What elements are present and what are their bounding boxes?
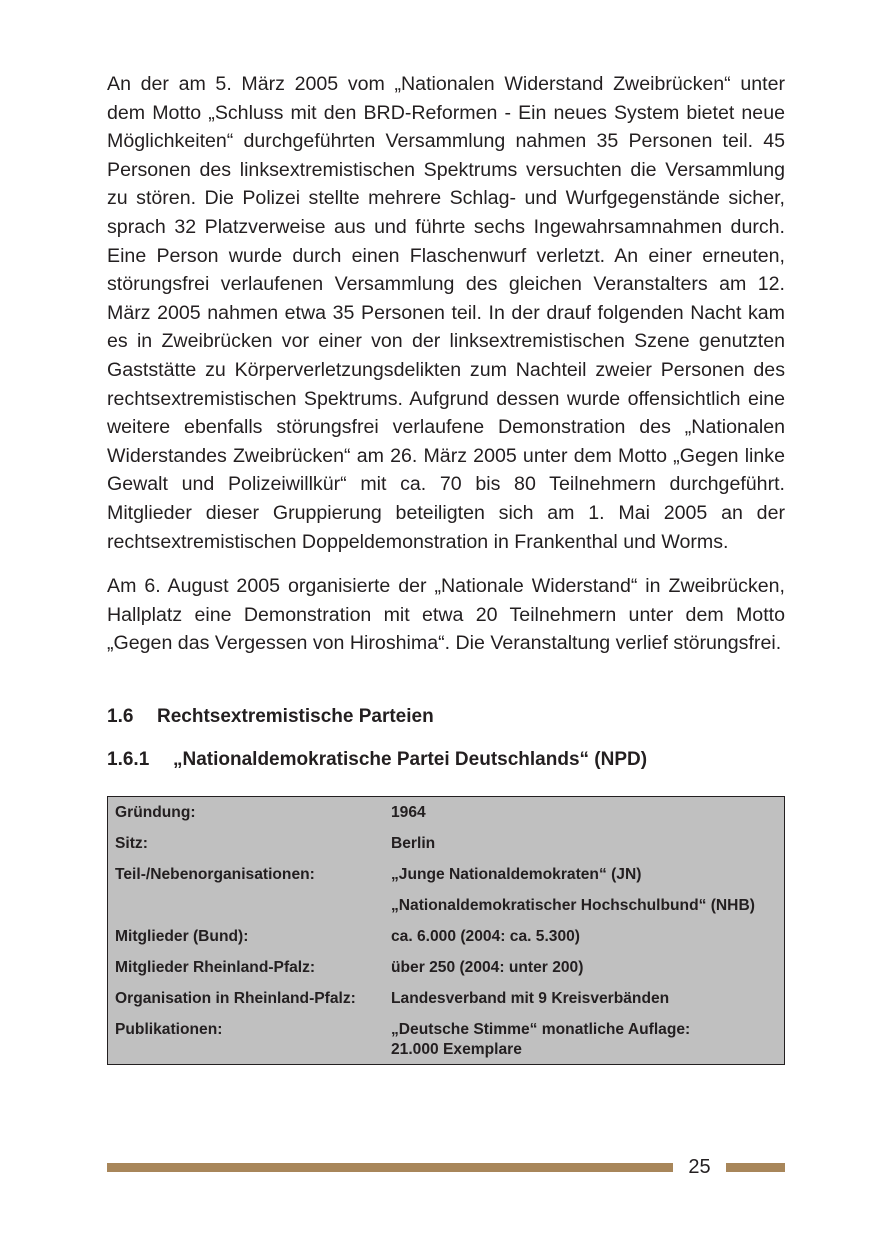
row-label: Sitz: bbox=[115, 834, 148, 852]
page-content bbox=[107, 70, 785, 1065]
row-value: „Junge Nationaldemokraten“ (JN) bbox=[391, 865, 642, 883]
row-label bbox=[108, 895, 391, 926]
table-row bbox=[108, 802, 784, 833]
table-row bbox=[108, 864, 784, 895]
page-footer bbox=[107, 1154, 785, 1180]
row-value: „Nationaldemokratischer Hochschulbund“ (NHB) bbox=[391, 896, 755, 914]
table-row bbox=[108, 833, 784, 864]
table-row bbox=[108, 988, 784, 1019]
row-label: Mitglieder (Bund): bbox=[115, 927, 249, 945]
footer-accent-bar-left bbox=[107, 1163, 673, 1172]
body-paragraph-1: An der am 5. März 2005 vom „Nationalen Widerstand Zweibrücken“ unter dem Motto „Schluss mit den BRD-Reformen - Ein neues System bietet neue Möglichkeiten“ durchgeführten Versammlung nahmen 35 Personen teil. 45 Personen des linksextremistischen Spektrums versuchten die Versammlung zu stören. Die Polizei stellte mehrere Schlag- und Wurfgegenstände sicher, sprach 32 Platzverweise aus und führte sechs Ingewahrsamnahmen durch. Eine Person wurde durch einen Flaschenwurf verletzt. An einer erneuten, störungsfrei verlaufenen Versammlung des gleichen Veranstalters am 12. März 2005 nahmen etwa 35 Personen teil. In der drauf folgenden Nacht kam es in Zweibrücken vor einer von der linksextremistischen Szene genutzten Gaststätte zu Körperverletzungsdelikten zum Nachteil zweier Personen des rechtsextremistischen Spektrums. Aufgrund dessen wurde offensichtlich eine weitere ebenfalls störungsfrei verlaufene Demonstration des „Nationalen Widerstandes Zweibrücken“ am 26. März 2005 unter dem Motto „Gegen linke Gewalt und Polizeiwillkür“ mit ca. 70 bis 80 Teilnehmern durchgeführt. Mitglieder dieser Gruppierung beteiligten sich am 1. Mai 2005 an der rechtsextremistischen Doppeldemonstration in Frankenthal und Worms. bbox=[107, 73, 785, 553]
footer-accent-bar-right bbox=[726, 1163, 785, 1172]
row-label: Mitglieder Rheinland-Pfalz: bbox=[115, 958, 316, 976]
section-title: Rechtsextremistische Parteien bbox=[157, 705, 434, 727]
row-value: über 250 (2004: unter 200) bbox=[391, 958, 584, 976]
subsection-number: 1.6.1 bbox=[107, 748, 150, 770]
row-value: Berlin bbox=[391, 834, 436, 852]
table-row bbox=[108, 926, 784, 957]
row-value: Landesverband mit 9 Kreisverbänden bbox=[391, 989, 670, 1007]
subsection-heading bbox=[107, 747, 785, 773]
table-row bbox=[108, 957, 784, 988]
party-info-table bbox=[107, 796, 785, 1065]
table-row bbox=[108, 1019, 784, 1060]
body-paragraph-2: Am 6. August 2005 organisierte der „Nationale Widerstand“ in Zweibrücken, Hallplatz eine Demonstration mit etwa 20 Teilnehmern unter dem Motto „Gegen das Vergessen von Hiroshima“. Die Veranstaltung verlief störungsfrei. bbox=[107, 575, 785, 655]
row-value: ca. 6.000 (2004: ca. 5.300) bbox=[391, 927, 580, 945]
row-value: „Deutsche Stimme“ monatliche Auflage: 21.000 Exemplare bbox=[391, 1020, 691, 1058]
subsection-title: „Nationaldemokratische Partei Deutschlands“ (NPD) bbox=[173, 748, 648, 770]
section-number: 1.6 bbox=[107, 705, 134, 727]
page-number: 25 bbox=[688, 1156, 711, 1178]
row-label: Publikationen: bbox=[115, 1020, 223, 1038]
section-heading bbox=[107, 704, 785, 730]
table-row bbox=[108, 895, 784, 926]
row-label: Gründung: bbox=[115, 803, 196, 821]
row-label: Teil-/Nebenorganisationen: bbox=[115, 865, 315, 883]
row-value: 1964 bbox=[391, 803, 426, 821]
row-label: Organisation in Rheinland-Pfalz: bbox=[115, 989, 356, 1007]
